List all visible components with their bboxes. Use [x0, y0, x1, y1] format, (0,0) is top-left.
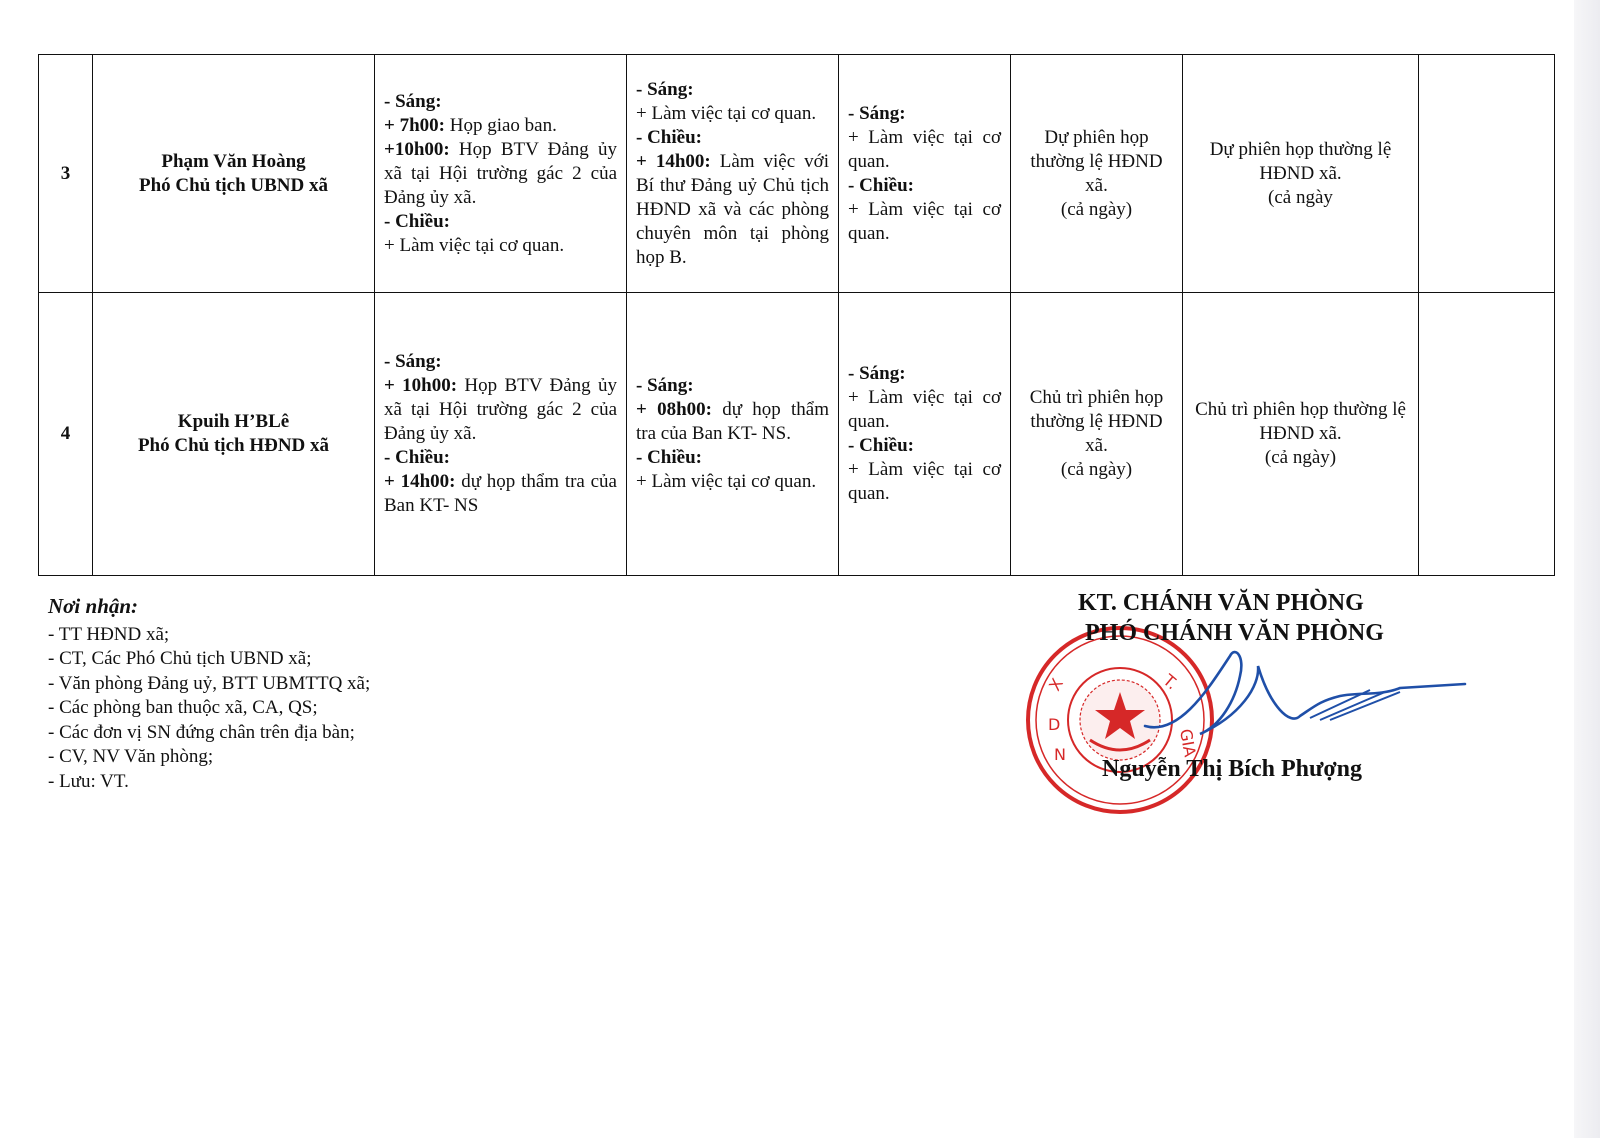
schedule-line-label: - Chiều:	[384, 210, 450, 232]
schedule-activity: Dự phiên họp thường lệ HĐND xã.	[1030, 126, 1163, 196]
recipient-item: - Lưu: VT.	[48, 770, 129, 792]
row-number: 3	[39, 55, 93, 293]
schedule-line-text: + Làm việc tại cơ quan.	[848, 198, 1001, 244]
schedule-line-text: + Làm việc tại cơ quan.	[848, 459, 1001, 504]
schedule-line	[384, 470, 617, 518]
schedule-cell-col5	[1183, 55, 1419, 293]
recipient-item: - CT, Các Phó Chủ tịch UBND xã;	[48, 648, 312, 669]
schedule-note: (cả ngày)	[1060, 459, 1133, 480]
schedule-line-text: + Làm việc tại cơ quan.	[384, 234, 565, 256]
schedule-cell-col5	[1183, 293, 1419, 576]
schedule-line-label: - Chiều:	[848, 435, 914, 456]
schedule-line	[848, 434, 1001, 458]
schedule-cell-col3	[839, 55, 1011, 293]
schedule-line-label: - Sáng:	[636, 78, 694, 100]
schedule-line	[636, 446, 829, 470]
recipient-item: - Các đơn vị SN đứng chân trên địa bàn;	[48, 721, 355, 743]
signer-name: Nguyễn Thị Bích Phượng	[1102, 756, 1362, 782]
schedule-line	[384, 234, 617, 258]
schedule-line	[848, 198, 1001, 246]
schedule-line-text: + Làm việc tại cơ quan.	[848, 126, 1001, 172]
schedule-line-text: + Làm việc tại cơ quan.	[848, 387, 1001, 432]
schedule-line	[848, 458, 1001, 506]
schedule-line-label: + 10h00:	[384, 375, 458, 396]
official-name-cell	[93, 55, 375, 293]
recipient-item: - TT HĐND xã;	[48, 623, 170, 645]
recipients-list	[48, 623, 370, 795]
schedule-line-text: dự họp thẩm tra của Ban KT- NS	[384, 471, 617, 516]
schedule-line-label: + 08h00:	[636, 399, 712, 420]
schedule-line	[636, 102, 829, 126]
schedule-line-label: + 14h00:	[384, 471, 456, 492]
schedule-note: (cả ngày	[1268, 186, 1333, 208]
svg-text:D: D	[1048, 715, 1061, 734]
schedule-cell-col6	[1419, 55, 1555, 293]
schedule-note: (cả ngày)	[1264, 447, 1337, 468]
schedule-line	[636, 470, 829, 494]
table-row	[39, 55, 1555, 293]
schedule-cell-col1	[375, 55, 627, 293]
recipients-block	[48, 594, 370, 794]
schedule-note: (cả ngày)	[1060, 198, 1133, 220]
schedule-line-text: Làm việc với Bí thư Đảng uỷ Chủ tịch HĐND xã và các phòng chuyên môn tại phòng họp B.	[636, 150, 829, 268]
official-title: Phó Chủ tịch HĐND xã	[137, 435, 330, 456]
table-row	[39, 293, 1555, 576]
schedule-line	[636, 374, 829, 398]
schedule-activity: Chủ trì phiên họp thường lệ HĐND xã.	[1195, 399, 1406, 444]
schedule-line	[384, 114, 617, 138]
schedule-line-label: - Sáng:	[384, 90, 442, 112]
schedule-line-label: - Sáng:	[848, 102, 906, 124]
official-name-cell	[93, 293, 375, 576]
schedule-line	[636, 150, 829, 270]
schedule-line	[636, 78, 829, 102]
schedule-line-text: Họp giao ban.	[444, 114, 557, 136]
official-title: Phó Chủ tịch UBND xã	[139, 174, 328, 196]
row-number: 4	[39, 293, 93, 576]
svg-text:T.: T.	[1159, 670, 1182, 694]
svg-text:GIA: GIA	[1176, 727, 1200, 759]
schedule-cell-col6	[1419, 293, 1555, 576]
schedule-cell-col2	[627, 293, 839, 576]
svg-text:X: X	[1045, 675, 1067, 694]
schedule-cell-col3	[839, 293, 1011, 576]
schedule-line	[384, 374, 617, 446]
schedule-line	[848, 102, 1001, 126]
svg-text:N: N	[1054, 745, 1066, 764]
page-edge-shadow	[1574, 0, 1600, 1138]
signature-title-line-1: KT. CHÁNH VĂN PHÒNG	[1078, 590, 1364, 616]
schedule-line-label: - Sáng:	[848, 363, 906, 384]
recipient-item: - Văn phòng Đảng uỷ, BTT UBMTTQ xã;	[48, 672, 371, 694]
schedule-line-label: + 14h00:	[636, 150, 711, 172]
schedule-line-text: dự họp thẩm tra của Ban KT- NS.	[636, 399, 829, 444]
schedule-line-text: + Làm việc tại cơ quan.	[636, 471, 817, 492]
schedule-cell-col1	[375, 293, 627, 576]
schedule-line	[384, 90, 617, 114]
schedule-line-label: - Chiều:	[848, 174, 914, 196]
signature-block	[1040, 590, 1460, 820]
schedule-table	[38, 54, 1555, 576]
official-name: Kpuih H’BLê	[177, 411, 290, 432]
official-name: Phạm Văn Hoàng	[161, 150, 306, 172]
schedule-line	[384, 446, 617, 470]
schedule-line-label: - Sáng:	[636, 375, 694, 396]
schedule-line	[384, 210, 617, 234]
schedule-line-label: - Chiều:	[636, 126, 702, 148]
schedule-line-text: Họp BTV Đảng ủy xã tại Hội trường gác 2 của Đảng ủy xã.	[384, 138, 617, 208]
schedule-line-label: - Chiều:	[384, 447, 450, 468]
schedule-line	[384, 350, 617, 374]
schedule-line	[848, 362, 1001, 386]
schedule-line-text: Họp BTV Đảng ủy xã tại Hội trường gác 2 của Đảng ủy xã.	[384, 375, 617, 444]
schedule-line-label: - Sáng:	[384, 351, 442, 372]
schedule-line	[848, 174, 1001, 198]
schedule-cell-col4	[1011, 293, 1183, 576]
schedule-activity: Dự phiên họp thường lệ HĐND xã.	[1209, 138, 1392, 184]
recipient-item: - CV, NV Văn phòng;	[48, 746, 214, 767]
schedule-line	[848, 126, 1001, 174]
schedule-line-label: +10h00:	[384, 138, 450, 160]
handwritten-signature	[1140, 646, 1470, 746]
recipients-heading: Nơi nhận:	[48, 594, 139, 618]
schedule-line	[848, 386, 1001, 434]
schedule-cell-col4	[1011, 55, 1183, 293]
signature-title-line-2: PHÓ CHÁNH VĂN PHÒNG	[1085, 620, 1384, 646]
schedule-line	[384, 138, 617, 210]
schedule-line-label: - Chiều:	[636, 447, 702, 468]
schedule-line-label: + 7h00:	[384, 114, 445, 136]
schedule-line	[636, 126, 829, 150]
schedule-line-text: + Làm việc tại cơ quan.	[636, 102, 817, 124]
schedule-activity: Chủ trì phiên họp thường lệ HĐND xã.	[1029, 387, 1164, 456]
schedule-cell-col2	[627, 55, 839, 293]
schedule-line	[636, 398, 829, 446]
recipient-item: - Các phòng ban thuộc xã, CA, QS;	[48, 697, 318, 718]
